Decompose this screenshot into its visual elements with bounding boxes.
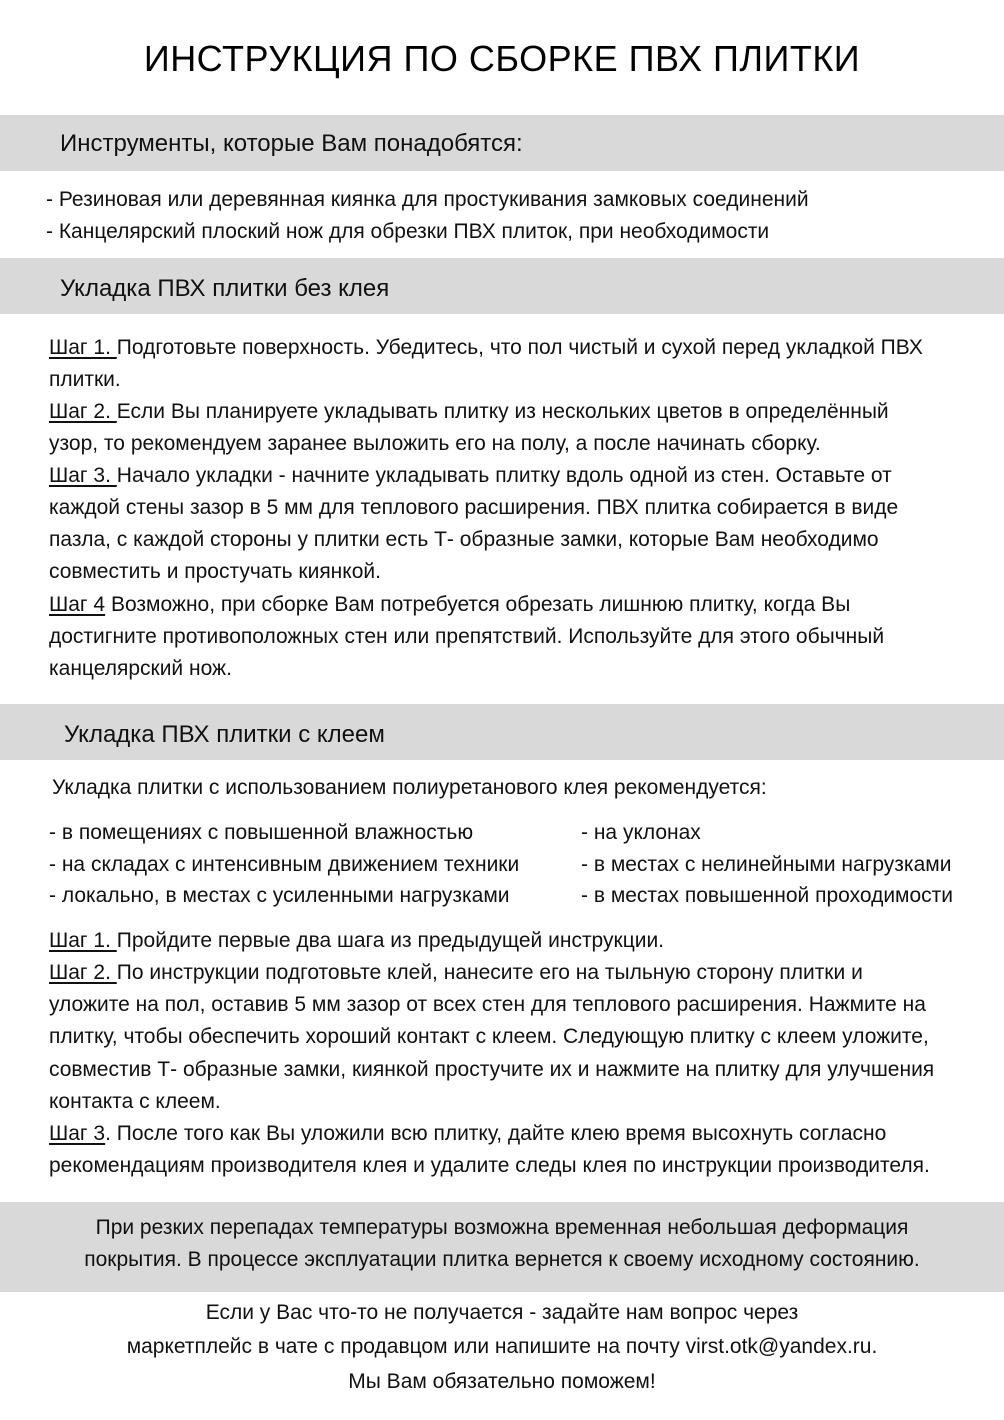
footer-line1: Если у Вас что-то не получается - задайте нам вопрос через <box>205 1301 799 1324</box>
no-glue-step3-line4: совместить и простучать киянкой. <box>49 560 381 583</box>
glue-step2-line4: совместив Т- образные замки, киянкой простучите их и нажмите на плитку для улучшения <box>49 1058 935 1081</box>
page-title: ИНСТРУКЦИЯ ПО СБОРКЕ ПВХ ПЛИТКИ <box>143 38 861 79</box>
glue-intro: Укладка плитки с использованием полиуретанового клея рекомендуется: <box>52 776 767 799</box>
no-glue-step1-text: Подготовьте поверхность. Убедитесь, что пол чистый и сухой перед укладкой ПВХ <box>116 336 923 359</box>
glue-step2-line5: контакта с клеем. <box>49 1090 221 1113</box>
glue-heading: Укладка ПВХ плитки с клеем <box>64 721 385 748</box>
no-glue-heading: Укладка ПВХ плитки без клея <box>60 275 390 302</box>
no-glue-step4-line1 <box>49 589 850 621</box>
temperature-note-band <box>0 1202 1004 1292</box>
no-glue-step4-line2: достигните противоположных стен или препятствий. Используйте для этого обычный <box>49 625 885 648</box>
tools-header-band <box>0 115 1004 171</box>
glue-left-item-humidity: - в помещениях с повышенной влажностью <box>49 821 474 844</box>
glue-right-item-nonlinear: - в местах с нелинейными нагрузками <box>581 853 952 876</box>
glue-step2-label: Шаг 2. <box>49 961 117 984</box>
glue-step3-text: . После того как Вы уложили всю плитку, дайте клею время высохнуть согласно <box>105 1122 887 1145</box>
no-glue-step1-label: Шаг 1. <box>49 336 117 359</box>
glue-step2-line2: уложите на пол, оставив 5 мм зазор от всех стен для теплового расширения. Нажмите на <box>49 993 926 1016</box>
tools-item-knife: - Канцелярский плоский нож для обрезки ПВХ плиток, при необходимости <box>46 220 770 243</box>
no-glue-step2-line1 <box>49 396 889 428</box>
no-glue-step3-line1 <box>49 460 892 492</box>
glue-header-band <box>0 704 1004 760</box>
footer-line3: Мы Вам обязательно поможем! <box>348 1370 656 1393</box>
glue-step2-line1 <box>49 957 863 989</box>
glue-left-item-local-loads: - локально, в местах с усиленными нагрузками <box>49 884 510 907</box>
no-glue-step4-line3: канцелярский нож. <box>49 657 232 680</box>
no-glue-step2-label: Шаг 2. <box>49 400 117 423</box>
no-glue-step3-line2: каждой стены зазор в 5 мм для теплового расширения. ПВХ плитка собирается в виде <box>49 496 899 519</box>
temperature-note-line2: покрытия. В процессе эксплуатации плитка вернется к своему исходному состоянию. <box>84 1248 920 1271</box>
glue-step1-line1 <box>49 925 664 957</box>
glue-step3-line1 <box>49 1118 886 1150</box>
no-glue-step4-label: Шаг 4 <box>49 593 106 616</box>
no-glue-step2-line2: узор, то рекомендуем заранее выложить его на полу, а после начинать сборку. <box>49 432 821 455</box>
no-glue-step3-line3: пазла, с каждой стороны у плитки есть Т- образные замки, которые Вам необходимо <box>49 528 879 551</box>
glue-right-item-traffic: - в местах повышенной проходимости <box>581 884 954 907</box>
glue-right-item-slopes: - на уклонах <box>581 821 701 844</box>
glue-step1-text: Пройдите первые два шага из предыдущей инструкции. <box>116 929 665 952</box>
no-glue-step3-text: Начало укладки - начните укладывать плитку вдоль одной из стен. Оставьте от <box>116 464 892 487</box>
footer-line2: маркетплейс в чате с продавцом или напишите на почту virst.otk@yandex.ru. <box>126 1335 878 1358</box>
glue-left-item-warehouse: - на складах с интенсивным движением техники <box>49 853 520 876</box>
no-glue-step4-text: Возможно, при сборке Вам потребуется обрезать лишнюю плитку, когда Вы <box>105 593 851 616</box>
tools-heading: Инструменты, которые Вам понадобятся: <box>60 130 523 157</box>
no-glue-step2-text: Если Вы планируете укладывать плитку из нескольких цветов в определённый <box>116 400 889 423</box>
no-glue-step1-line2: плитки. <box>49 368 121 391</box>
glue-step2-line3: плитку, чтобы обеспечить хороший контакт с клеем. Следующую плитку с клеем уложите, <box>49 1025 929 1048</box>
glue-step3-label: Шаг 3 <box>49 1122 106 1145</box>
no-glue-step3-label: Шаг 3. <box>49 464 117 487</box>
temperature-note-line1: При резких перепадах температуры возможна временная небольшая деформация <box>95 1216 909 1239</box>
glue-step2-text: По инструкции подготовьте клей, нанесите его на тыльную сторону плитки и <box>116 961 863 984</box>
tools-item-mallet: - Резиновая или деревянная киянка для простукивания замковых соединений <box>46 188 809 211</box>
glue-step1-label: Шаг 1. <box>49 929 117 952</box>
glue-step3-line2: рекомендациям производителя клея и удалите следы клея по инструкции производителя. <box>49 1154 930 1177</box>
no-glue-step1-line1 <box>49 332 923 364</box>
no-glue-header-band <box>0 258 1004 314</box>
